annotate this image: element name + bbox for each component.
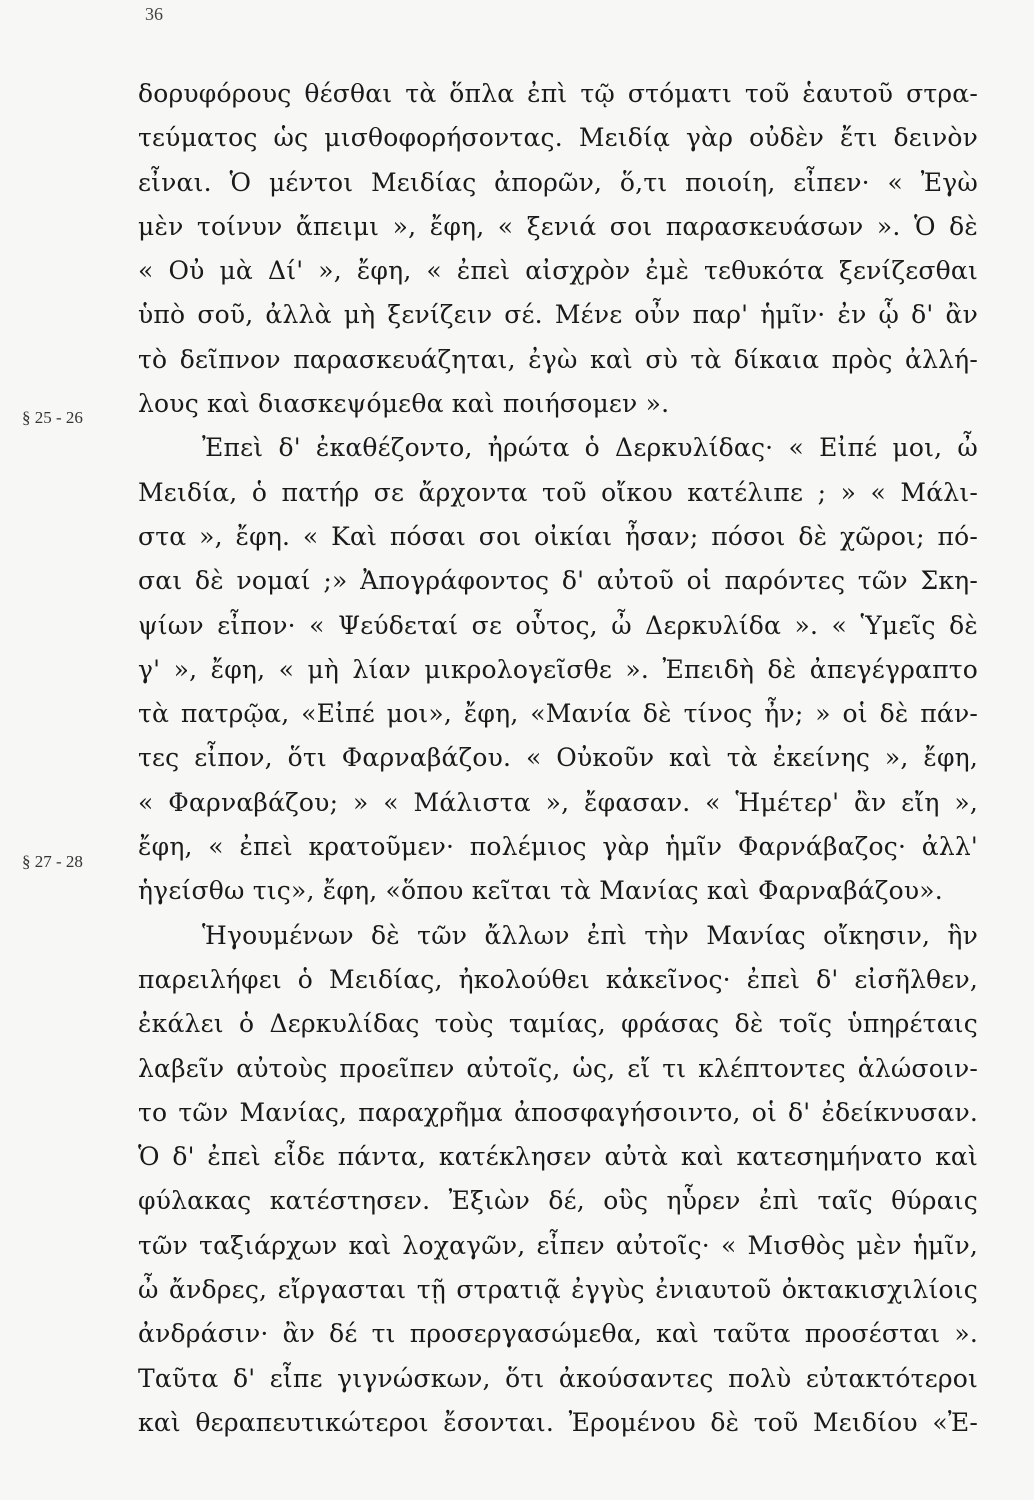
text-line-15: τὰ πατρῷα, «Εἰπέ μοι», ἔφη, «Μανία δὲ τίνος ἦν; » οἱ δὲ πάν- xyxy=(138,699,978,729)
text-line-19: ἡγείσθω τις», ἔφη, «ὅπου κεῖται τὰ Μανίας καὶ Φαρναβάζου». xyxy=(138,876,943,906)
text-line-26: φύλακας κατέστησεν. Ἐξιὼν δέ, οὓς ηὗρεν ἐπὶ ταῖς θύραις xyxy=(138,1186,978,1216)
text-line-30: Ταῦτα δ' εἶπε γιγνώσκων, ὅτι ἀκούσαντες πολὺ εὐτακτότεροι xyxy=(138,1363,978,1393)
text-line-16: τες εἶπον, ὅτι Φαρναβάζου. « Οὐκοῦν καὶ τὰ ἐκείνης », ἔφη, xyxy=(138,743,978,773)
text-line-20: Ἡγουμένων δὲ τῶν ἄλλων ἐπὶ τὴν Μανίας οἴκησιν, ἣν xyxy=(202,920,978,950)
margin-note-section-27-28: § 27 - 28 xyxy=(22,852,83,871)
text-line-9: Ἐπεὶ δ' ἐκαθέζοντο, ἠρώτα ὁ Δερκυλίδας· « Εἰπέ μοι, ὦ xyxy=(202,433,978,463)
text-line-17: « Φαρναβάζου; » « Μάλιστα », ἔφασαν. « Ἡμέτερ' ἂν εἴη », xyxy=(138,787,978,817)
text-line-27: τῶν ταξιάρχων καὶ λοχαγῶν, εἶπεν αὐτοῖς· « Μισθὸς μὲν ἡμῖν, xyxy=(138,1230,978,1260)
text-line-6: ὑπὸ σοῦ, ἀλλὰ μὴ ξενίζειν σέ. Μένε οὖν παρ' ἡμῖν· ἐν ᾧ δ' ἂν xyxy=(138,300,978,330)
text-line-28: ὦ ἄνδρες, εἴργασται τῇ στρατιᾷ ἐγγὺς ἐνιαυτοῦ ὀκτακισχιλίοις xyxy=(138,1275,978,1305)
text-line-1: δορυφόρους θέσθαι τὰ ὅπλα ἐπὶ τῷ στόματι τοῦ ἑαυτοῦ στρα- xyxy=(138,79,978,108)
text-line-10: Μειδία, ὁ πατήρ σε ἄρχοντα τοῦ οἴκου κατέλιπε ; » « Μάλι- xyxy=(138,477,978,507)
text-line-7: τὸ δεῖπνον παρασκευάζηται, ἐγὼ καὶ σὺ τὰ δίκαια πρὸς ἀλλή- xyxy=(138,344,978,374)
text-line-31: καὶ θεραπευτικώτεροι ἔσονται. Ἐρομένου δὲ τοῦ Μειδίου «Ἐ- xyxy=(138,1407,978,1437)
text-line-3: εἶναι. Ὁ μέντοι Μειδίας ἀπορῶν, ὅ,τι ποιοίη, εἶπεν· « Ἐγὼ xyxy=(138,167,978,197)
main-text xyxy=(138,72,978,1445)
text-line-22: ἐκάλει ὁ Δερκυλίδας τοὺς ταμίας, φράσας δὲ τοῖς ὑπηρέταις xyxy=(138,1009,978,1039)
text-line-25: Ὁ δ' ἐπεὶ εἶδε πάντα, κατέκλησεν αὐτὰ καὶ κατεσημήνατο καὶ xyxy=(138,1142,978,1172)
text-line-2: τεύματος ὡς μισθοφορήσοντας. Μειδίᾳ γὰρ οὐδὲν ἔτι δεινὸν xyxy=(138,123,978,153)
text-line-13: ψίων εἶπον· « Ψεύδεταί σε οὗτος, ὦ Δερκυλίδα ». « Ὑμεῖς δὲ xyxy=(138,610,978,640)
text-line-29: ἀνδράσιν· ἂν δέ τι προσεργασώμεθα, καὶ ταῦτα προσέσται ». xyxy=(138,1319,978,1349)
text-line-5: « Οὐ μὰ Δί' », ἔφη, « ἐπεὶ αἰσχρὸν ἐμὲ τεθυκότα ξενίζεσθαι xyxy=(138,256,978,286)
page-number: 36 xyxy=(145,4,163,24)
text-line-21: παρειλήφει ὁ Μειδίας, ἠκολούθει κἀκεῖνος· ἐπεὶ δ' εἰσῆλθεν, xyxy=(138,964,978,994)
text-line-4: μὲν τοίνυν ἄπειμι », ἔφη, « ξενιά σοι παρασκευάσων ». Ὁ δὲ xyxy=(138,211,978,241)
text-line-8: λους καὶ διασκεψόμεθα καὶ ποιήσομεν ». xyxy=(138,389,670,419)
text-line-24: το τῶν Μανίας, παραχρῆμα ἀποσφαγήσοιντο, οἱ δ' ἐδείκνυσαν. xyxy=(138,1097,978,1127)
text-line-11: στα », ἔφη. « Καὶ πόσαι σοι οἰκίαι ἦσαν; πόσοι δὲ χῶροι; πό- xyxy=(138,521,978,551)
margin-note-section-25-26: § 25 - 26 xyxy=(22,408,83,427)
text-line-18: ἔφη, « ἐπεὶ κρατοῦμεν· πολέμιος γὰρ ἡμῖν Φαρνάβαζος· ἀλλ' xyxy=(138,832,978,862)
text-line-23: λαβεῖν αὐτοὺς προεῖπεν αὐτοῖς, ὡς, εἴ τι κλέπτοντες ἁλώσοιν- xyxy=(138,1053,978,1083)
text-line-12: σαι δὲ νομαί ;» Ἀπογράφοντος δ' αὐτοῦ οἱ παρόντες τῶν Σκη- xyxy=(138,566,978,596)
text-line-14: γ' », ἔφη, « μὴ λίαν μικρολογεῖσθε ». Ἐπειδὴ δὲ ἀπεγέγραπτο xyxy=(138,654,978,684)
